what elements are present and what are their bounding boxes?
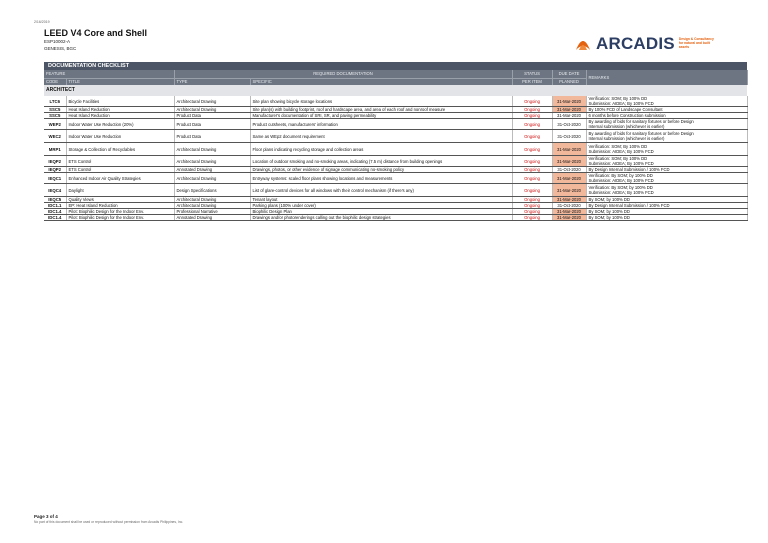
feature-code: WEC2 xyxy=(44,130,66,143)
remarks-line: By awarding of bids for sanitary fixtures or before Design xyxy=(588,131,694,136)
copyright-note: No part of this document shall be used or reproduced without permission from Arcadis Philippines, Inc. xyxy=(34,520,184,524)
remarks-cell xyxy=(586,173,747,184)
status-value: Ongoing xyxy=(512,173,552,184)
feature-title: Storage & Collection of Recyclables xyxy=(66,143,174,156)
document-type: Annotated Drawing xyxy=(174,215,250,221)
group-row xyxy=(44,85,747,96)
document-type: Product Data xyxy=(174,119,250,130)
feature-code: LTC6 xyxy=(44,96,66,107)
feature-title: Daylight xyxy=(66,184,174,197)
section-title: DOCUMENTATION CHECKLIST xyxy=(44,62,747,70)
feature-code: IEQP2 xyxy=(44,167,66,173)
arcadis-logo xyxy=(574,33,715,53)
due-date-value: 31-Mar-2020 xyxy=(552,96,586,107)
feature-code: IEQC1 xyxy=(44,173,66,184)
due-date-value: 31-Mar-2020 xyxy=(552,107,586,113)
remarks-line: Submission: AIDEA; By 100% FCD xyxy=(588,178,654,183)
feature-code: SSC5 xyxy=(44,113,66,119)
logo-wordmark: ARCADIS xyxy=(596,33,675,53)
table-row xyxy=(44,143,747,156)
remarks-line: By Design Internal Submission / 100% FCD xyxy=(588,203,670,208)
remarks-line: Internal submission (whichever is earlier) xyxy=(588,124,665,129)
col-remarks: REMARKS xyxy=(586,70,747,85)
document-type: Architectural Drawing xyxy=(174,143,250,156)
table-row xyxy=(44,96,747,107)
status-value: Ongoing xyxy=(512,203,552,209)
document-specific: Product cutsheets, manufacturers' information xyxy=(250,119,512,130)
table-row xyxy=(44,119,747,130)
page-footer xyxy=(34,514,183,524)
document-specific: Site plan showing bicycle storage locations xyxy=(250,96,512,107)
remarks-line: Verification: By SOM; by 100% DD xyxy=(588,173,653,178)
feature-title: Indoor Water Use Reduction xyxy=(66,130,174,143)
document-type: Annotated Drawing xyxy=(174,167,250,173)
document-type: Product Data xyxy=(174,113,250,119)
remarks-line: By SOM; by 100% DD xyxy=(588,209,630,214)
document-type: Architectural Drawing xyxy=(174,173,250,184)
remarks-line: By SOM; by 100% DD xyxy=(588,215,630,220)
document-specific: Parking plans (100% under cover) xyxy=(250,203,512,209)
feature-title: Bicycle Facilities xyxy=(66,96,174,107)
document-type: Architectural Drawing xyxy=(174,107,250,113)
remarks-line: Submission: AIDEA; By 100% FCD xyxy=(588,190,654,195)
remarks-line: By SOM; by 100% DD xyxy=(588,197,630,202)
status-value: Ongoing xyxy=(512,167,552,173)
feature-title: Heat Island Reduction xyxy=(66,107,174,113)
document-type: Architectural Drawing xyxy=(174,197,250,203)
document-type: Professional Narrative xyxy=(174,209,250,215)
due-date-value: 31-Mar-2020 xyxy=(552,209,586,215)
document-title: LEED V4 Core and Shell xyxy=(44,28,148,38)
feature-code: IDC1.1 xyxy=(44,203,66,209)
remarks-line: Submission: AIDEA; By 100% FCD xyxy=(588,101,654,106)
document-specific: List of glare-control devices for all windows with their control mechanism (if there's any) xyxy=(250,184,512,197)
due-date-value: 31-Mar-2020 xyxy=(552,143,586,156)
page-number: Page 3 of 4 xyxy=(34,514,58,519)
status-value: Ongoing xyxy=(512,197,552,203)
feature-title: ETS Control xyxy=(66,156,174,167)
remarks-cell xyxy=(586,119,747,130)
feature-title: Enhanced Indoor Air Quality Strategies xyxy=(66,173,174,184)
feature-code: IEQP2 xyxy=(44,156,66,167)
col-specific: SPECIFIC xyxy=(250,78,512,85)
remarks-line: Submission: AIDEA; By 100% FCD xyxy=(588,161,654,166)
feature-title: Pilot: Biophilic Design for the Indoor Env. xyxy=(66,215,174,221)
remarks-cell xyxy=(586,96,747,107)
status-value: Ongoing xyxy=(512,209,552,215)
status-value: Ongoing xyxy=(512,156,552,167)
document-specific: Floor plans indicating recycling storage and collection areas xyxy=(250,143,512,156)
document-specific: Entryway systems: scaled floor plans showing locations and measurements xyxy=(250,173,512,184)
feature-title: ETS Control xyxy=(66,167,174,173)
table-row xyxy=(44,173,747,184)
feature-code: IDC1.4 xyxy=(44,215,66,221)
remarks-line: 6 months before Construction submission xyxy=(588,113,666,118)
due-date-value: 31-Mar-2020 xyxy=(552,173,586,184)
remarks-cell xyxy=(586,156,747,167)
feature-title: Quality Views xyxy=(66,197,174,203)
feature-title: Pilot: Biophilic Design for the Indoor Env. xyxy=(66,209,174,215)
document-specific: Same as WEp2 document requirement xyxy=(250,130,512,143)
status-value: Ongoing xyxy=(512,130,552,143)
due-date-value: 31-Mar-2020 xyxy=(552,197,586,203)
documentation-checklist xyxy=(44,62,747,221)
status-value: Ongoing xyxy=(512,143,552,156)
document-specific: Site plan(s) with building footprint, roof and hardscape area, and area of each roof and nonroof measure xyxy=(250,107,512,113)
document-specific: Tenant layout xyxy=(250,197,512,203)
col-title: TITLE xyxy=(66,78,174,85)
arcadis-emblem-icon xyxy=(574,34,592,52)
status-value: Ongoing xyxy=(512,96,552,107)
document-specific: Location of outdoor smoking and no-smoking areas, indicating (7.5 m) distance from building openings xyxy=(250,156,512,167)
status-value: Ongoing xyxy=(512,113,552,119)
due-date-value: 31-Mar-2020 xyxy=(552,184,586,197)
remarks-line: By 100% FCD of Landscape Consultant xyxy=(588,107,663,112)
remarks-cell xyxy=(586,215,747,221)
document-specific: Manufacturer's documentation of SRI, SR, and paving permeability xyxy=(250,113,512,119)
col-feature: FEATURE xyxy=(44,70,174,78)
client-name: GENESIS, BGC xyxy=(44,46,77,51)
remarks-line: Verification: SOM; By 100% DD xyxy=(588,96,648,101)
table-row xyxy=(44,215,747,221)
remarks-line: Verification: By SOM; by 100% DD xyxy=(588,185,653,190)
col-code: CODE xyxy=(44,78,66,85)
document-type: Architectural Drawing xyxy=(174,156,250,167)
remarks-line: Submission: AIDEA; By 100% FCD xyxy=(588,149,654,154)
remarks-line: Verification: SOM; By 100% DD xyxy=(588,156,648,161)
col-type: TYPE xyxy=(174,78,250,85)
feature-code: SSC5 xyxy=(44,107,66,113)
col-required: REQUIRED DOCUMENTATION xyxy=(174,70,512,78)
due-date-value: 31-Oct-2020 xyxy=(552,203,586,209)
feature-title: EP: Heat Island Reduction xyxy=(66,203,174,209)
feature-code: IDC1.4 xyxy=(44,209,66,215)
header-row-1 xyxy=(44,70,747,78)
due-date-value: 31-Oct-2020 xyxy=(552,130,586,143)
remarks-line: By Design Internal Submission / 100% FCD xyxy=(588,167,670,172)
table-row xyxy=(44,130,747,143)
col-per-item: PER ITEM xyxy=(512,78,552,85)
feature-title: Indoor Water Use Reduction (20%) xyxy=(66,119,174,130)
status-value: Ongoing xyxy=(512,119,552,130)
status-value: Ongoing xyxy=(512,107,552,113)
feature-code: IEQC5 xyxy=(44,197,66,203)
feature-code: MRP1 xyxy=(44,143,66,156)
document-type: Architectural Drawing xyxy=(174,203,250,209)
table-row xyxy=(44,156,747,167)
checklist-table xyxy=(44,70,748,221)
print-date: 2/16/2019 xyxy=(34,20,50,24)
col-due-date: DUE DATE xyxy=(552,70,586,78)
table-row xyxy=(44,184,747,197)
remarks-cell xyxy=(586,130,747,143)
document-type: Design Specifications xyxy=(174,184,250,197)
remarks-cell xyxy=(586,143,747,156)
remarks-line: Verification: SOM; By 100% DD xyxy=(588,144,648,149)
logo-tagline: Design & Consultancy for natural and built assets xyxy=(678,37,714,49)
status-value: Ongoing xyxy=(512,215,552,221)
due-date-value: 31-Mar-2020 xyxy=(552,113,586,119)
remarks-line: Internal submission (whichever is earlier) xyxy=(588,136,665,141)
project-code: ESP10002-A xyxy=(44,39,71,44)
feature-code: IEQC4 xyxy=(44,184,66,197)
feature-title: Heat Island Reduction xyxy=(66,113,174,119)
document-specific: Biophilic Design Plan xyxy=(250,209,512,215)
document-specific: Drawings and/or photorenderings calling out the biophilic design strategies xyxy=(250,215,512,221)
document-type: Product Data xyxy=(174,130,250,143)
document-type: Architectural Drawing xyxy=(174,96,250,107)
due-date-value: 31-Oct-2020 xyxy=(552,119,586,130)
remarks-line: By awarding of bids for sanitary fixtures or before Design xyxy=(588,119,694,124)
feature-code: WEP2 xyxy=(44,119,66,130)
due-date-value: 31-Mar-2020 xyxy=(552,215,586,221)
col-status: STATUS xyxy=(512,70,552,78)
status-value: Ongoing xyxy=(512,184,552,197)
document-specific: Drawings, photos, or other evidence of signage communicating no-smoking policy xyxy=(250,167,512,173)
group-label: ARCHITECT xyxy=(44,85,747,96)
checklist-rows xyxy=(44,96,747,221)
due-date-value: 31-Mar-2020 xyxy=(552,156,586,167)
col-planned: PLANNED xyxy=(552,78,586,85)
due-date-value: 31-Oct-2020 xyxy=(552,167,586,173)
remarks-cell xyxy=(586,184,747,197)
